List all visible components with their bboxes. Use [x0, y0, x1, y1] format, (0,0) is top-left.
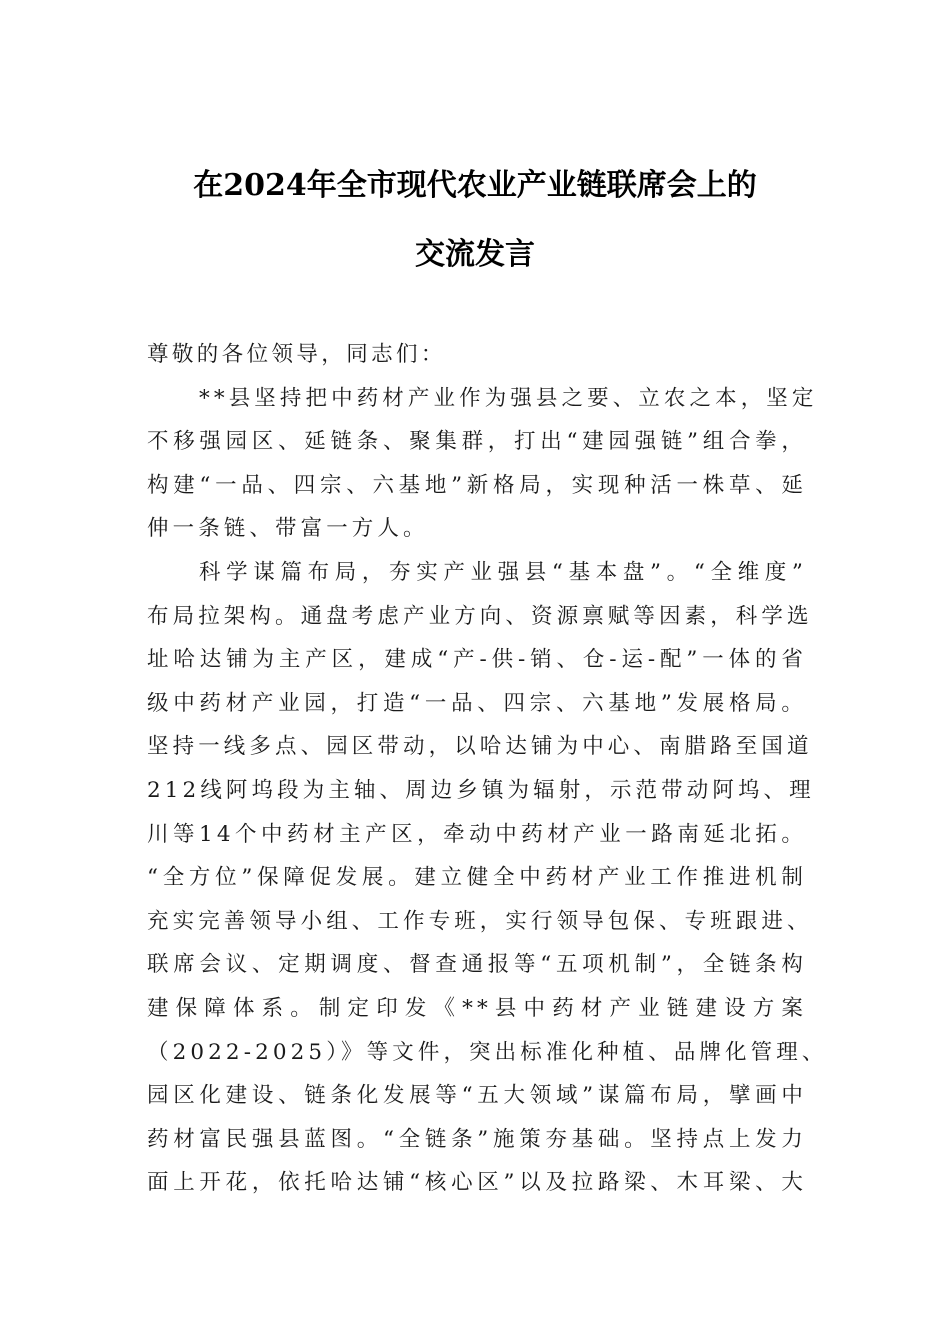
- paragraph-line: （2022-2025）》等文件，突出标准化种植、品牌化管理、: [147, 1039, 828, 1065]
- document-title-line-2: 交流发言: [415, 237, 535, 272]
- paragraph-line: **县坚持把中药材产业作为强县之要、立农之本，坚定: [199, 385, 818, 411]
- paragraph-line: 伸一条链、带富一方人。: [147, 516, 429, 542]
- paragraph-line: 园区化建设、链条化发展等“五大领域”谋篇布局，擘画中: [147, 1083, 807, 1109]
- paragraph-line: 坚持一线多点、园区带动，以哈达铺为中心、南腊路至国道: [147, 734, 813, 760]
- paragraph-line: 川等14个中药材主产区，牵动中药材产业一路南延北拓。: [147, 821, 807, 847]
- paragraph-line: 不移强园区、延链条、聚集群，打出“建园强链”组合拳，: [147, 429, 807, 455]
- salutation: [147, 333, 807, 377]
- paragraph-line: 212线阿坞段为主轴、周边乡镇为辐射，示范带动阿坞、理: [147, 777, 815, 803]
- paragraph-line: 面上开花，依托哈达铺“核心区”以及拉路梁、木耳梁、大: [147, 1170, 807, 1196]
- paragraph-line: 科学谋篇布局，夯实产业强县“基本盘”。“全维度”: [199, 559, 807, 585]
- document-title-line-1: 在2024年全市现代农业产业链联席会上的: [193, 168, 757, 203]
- paragraph-line: 布局拉架构。通盘考虑产业方向、资源禀赋等因素，科学选: [147, 603, 813, 629]
- paragraph-line: 药材富民强县蓝图。“全链条”施策夯基础。坚持点上发力: [147, 1126, 807, 1152]
- paragraph-line: 级中药材产业园，打造“一品、四宗、六基地”发展格局。: [147, 690, 807, 716]
- paragraph-line: “全方位”保障促发展。建立健全中药材产业工作推进机制: [147, 865, 807, 891]
- paragraph-line: 构建“一品、四宗、六基地”新格局，实现种活一株草、延: [147, 472, 807, 498]
- paragraph-layout: [147, 551, 828, 1205]
- paragraph-line: 充实完善领导小组、工作专班，实行领导包保、专班跟进、: [147, 908, 813, 934]
- paragraph-intro: [147, 377, 818, 551]
- paragraph-line: 联席会议、定期调度、督查通报等“五项机制”，全链条构: [147, 952, 807, 978]
- paragraph-line: 建保障体系。制定印发《**县中药材产业链建设方案: [147, 995, 807, 1021]
- salutation-text: 尊敬的各位领导，同志们：: [147, 342, 446, 367]
- paragraph-line: 址哈达铺为主产区，建成“产-供-销、仓-运-配”一体的省: [147, 647, 807, 673]
- document-body: [147, 333, 828, 1205]
